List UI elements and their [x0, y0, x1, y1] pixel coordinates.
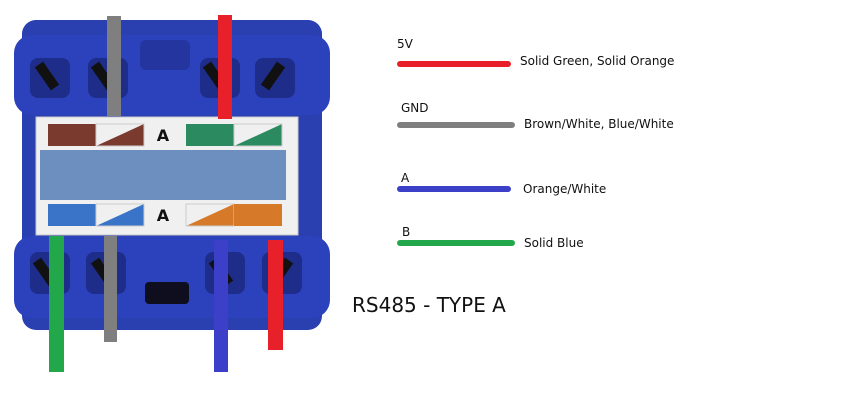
- bottom-center-latch: [145, 282, 189, 304]
- wire-gnd-bottom: [104, 236, 117, 342]
- wire-gnd-top: [107, 16, 121, 116]
- pair-letter-bottom: A: [156, 206, 170, 225]
- orange-color-swatch: [234, 204, 282, 226]
- blue-color-swatch: [48, 204, 96, 226]
- wire-5v-top: [218, 15, 232, 119]
- legend-desc-b: Solid Blue: [524, 236, 584, 250]
- wire-5v-bottom: [268, 240, 283, 350]
- legend-line-gnd: [397, 122, 515, 128]
- wire-b-bottom: [49, 236, 64, 372]
- diagram-title: RS485 - TYPE A: [352, 293, 506, 317]
- brown-color-swatch: [48, 124, 96, 146]
- green-color-swatch: [186, 124, 234, 146]
- legend-line-5v: [397, 61, 511, 67]
- legend-label-gnd: GND: [401, 101, 429, 115]
- legend-desc-gnd: Brown/White, Blue/White: [524, 117, 674, 131]
- legend-label-a: A: [401, 171, 410, 185]
- legend-label-5v: 5V: [397, 37, 413, 51]
- pair-letter-top: A: [156, 126, 170, 145]
- legend-label-b: B: [402, 225, 411, 239]
- top-center-tab: [140, 40, 190, 70]
- label-cover-rectangle: [40, 150, 286, 200]
- legend-desc-5v: Solid Green, Solid Orange: [520, 54, 675, 68]
- wire-a-bottom: [214, 240, 228, 372]
- legend-line-a: [397, 186, 511, 192]
- legend-line-b: [397, 240, 515, 246]
- legend-desc-a: Orange/White: [523, 182, 607, 196]
